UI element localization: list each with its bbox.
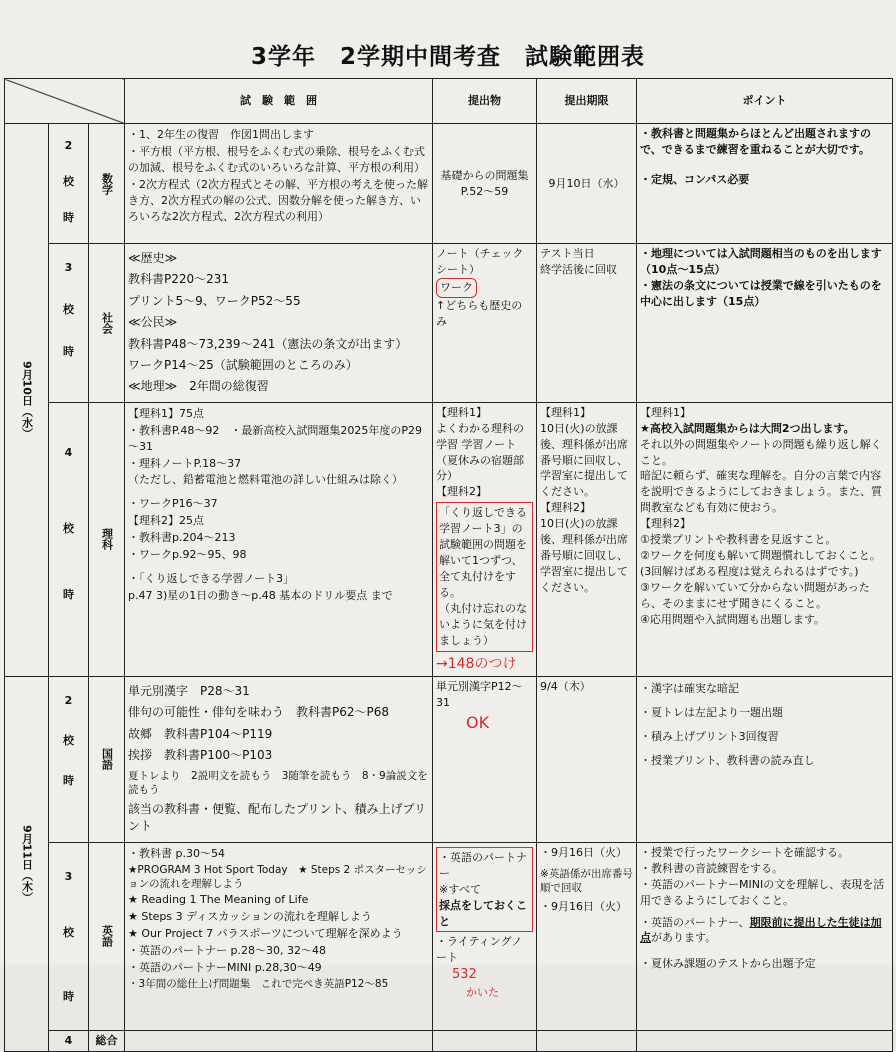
period-cell: 4 校 時 [49, 402, 89, 676]
point-general [637, 1030, 893, 1051]
deadline-japanese: 9/4（木） [537, 677, 637, 843]
period-cell: 2 校 時 [49, 124, 89, 244]
scope-general [125, 1030, 433, 1051]
table-row-japanese [5, 677, 893, 843]
point-science: 【理科1】 ★高校入試問題集からは大問2つ出します。 それ以外の問題集やノートの問題も繰り返し解くこと。 暗記に頼らず、確実な理解を。自分の言葉で内容を説明できるようにしておきましょう。また、質問教室なども有効に使おう。 【理科2】 ①授業プリントや教科書を見返すこと。 ②ワークを何度も解いて問題慣れしておくこと。(3回解けばある程度は覚えられるはずです。) ③ワークを解いていて分からない問題があったら、そのままにせず聞きにくること。 ④応用問題や入試問題も出題します。 [637, 402, 893, 676]
deadline-math: 9月10日（水） [537, 124, 637, 244]
page-title: 3学年 2学期中間考査 試験範囲表 [250, 44, 645, 70]
handwritten-kaita: かいた [466, 986, 500, 1000]
submit-english: ・英語のパートナー ※すべて 採点をしておくこと ・ライティングノート 532 かいた [433, 842, 537, 1030]
deadline-english: ・9月16日（火） ※英語係が出席番号順で回収 ・9月16日（火） [537, 842, 637, 1030]
submit-japanese: 単元別漢字P12～31 OK [433, 677, 537, 843]
deadline-social: テスト当日 終学活後に回収 [537, 244, 637, 403]
day-label-wed: 9月10日（水） [5, 124, 49, 677]
scope-social: ≪歴史≫ 教科書P220～231 プリント5～9、ワークP52～55 ≪公民≫ 教科書P48～73,239～241（憲法の条文が出ます） ワークP14～25（試験範囲のところのみ） ≪地理≫ 2年間の総復習 [125, 244, 433, 403]
subject-english: 英語 [89, 842, 125, 1030]
header-point: ポイント [637, 79, 893, 124]
table-row-social [5, 244, 893, 403]
period-cell: 3 校 時 [49, 842, 89, 1030]
table-row-english [5, 842, 893, 1030]
exam-scope-table [4, 78, 893, 1052]
subject-general: 総合 [89, 1030, 125, 1051]
deadline-general [537, 1030, 637, 1051]
scope-math: ・1、2年生の復習 作図1問出します ・平方根（平方根、根号をふくむ式の乗除、根号をふくむ式の加減、根号をふくむ式のいろいろな計算、平方根の利用） ・2次方程式（2次方程式とその解、平方根の考えを使った解き方、2次方程式の解の公式、因数分解を使った解き方、いろいろな2次方程式、2次方程式の利用） [125, 124, 433, 244]
table-row-general [5, 1030, 893, 1051]
subject-math: 数学 [89, 124, 125, 244]
scope-science: 【理科1】75点 ・教科書P.48～92 ・最新高校入試問題集2025年度のP29～31 ・理科ノートP.18～37 （ただし、鉛蓄電池と燃料電池の詳しい仕組みは除く） ・ワークP16～37 【理科2】25点 ・教科書p.204～213 ・ワークp.92～95、98 ・「くり返しできる学習ノート3」 p.47 3)星の1日の動き～p.48 基本のドリル要点 まで [125, 402, 433, 676]
subject-japanese: 国語 [89, 677, 125, 843]
deadline-science: 【理科1】 10日(火)の放課後、理科係が出席番号順に回収し、学習室に提出してください。 【理科2】 10日(火)の放課後、理科係が出席番号順に回収し、学習室に提出してください。 [537, 402, 637, 676]
handwritten-532: 532 [452, 967, 477, 983]
submit-science: 【理科1】 よくわかる理科の学習 学習ノート（夏休みの宿題部分） 【理科2】 「くり返しできる学習ノート3」の試験範囲の問題を解いて1つずつ、全て丸付けをする。 （丸付け忘れのないように気を付けましょう） →148のつけ [433, 402, 537, 676]
scope-english: ・教科書 p.30～54 ★PROGRAM 3 Hot Sport Today ★ Steps 2 ポスターセッションの流れを理解しよう ★ Reading 1 The Meaning of Life ★ Steps 3 ディスカッションの流れを理解しよう ★ Our Project 7 パラスポーツについて理解を深めよう ・英語のパートナー p.28～30, 32～48 ・英語のパートナーMINI p.28,30～49 ・3年間の総仕上げ問題集 これで完ぺき英語P12～85 [125, 842, 433, 1030]
submit-general [433, 1030, 537, 1051]
header-submit: 提出物 [433, 79, 537, 124]
header-diagonal-cell [5, 79, 125, 124]
header-scope: 試 験 範 囲 [125, 79, 433, 124]
point-math: ・教科書と問題集からほとんど出題されますので、できるまで練習を重ねることが大切です。 ・定規、コンパス必要 [637, 124, 893, 244]
period-cell: 2 校 時 [49, 677, 89, 843]
subject-social: 社会 [89, 244, 125, 403]
table-row-science [5, 402, 893, 676]
period-cell: 3 校 時 [49, 244, 89, 403]
point-japanese: ・漢字は確実な暗記 ・夏トレは左記より一題出題 ・積み上げプリント3回復習 ・授業プリント、教科書の読み直し [637, 677, 893, 843]
handwritten-note: →148のつけ [436, 655, 517, 672]
point-social: ・地理については入試問題相当のものを出します（10点～15点） ・憲法の条文については授業で線を引いたものを中心に出します（15点） [637, 244, 893, 403]
day-label-thu: 9月11日（木） [5, 677, 49, 1052]
handwritten-ok: OK [466, 712, 490, 732]
table-row-math [5, 124, 893, 244]
scope-japanese: 単元別漢字 P28～31 俳句の可能性・俳句を味わう 教科書P62～P68 故郷 教科書P104～P119 挨拶 教科書P100～P103 夏トレより 2説明文を読もう 3随筆を読もう 8・9論説文を読もう 該当の教科書・便覧、配布したプリント、積み上げプリント [125, 677, 433, 843]
submit-social: ノート（チェックシート） ワーク ↑どちらも歴史のみ [433, 244, 537, 403]
submit-math: 基礎からの問題集 P.52～59 [433, 124, 537, 244]
table-header-row [5, 79, 893, 124]
period-cell: 4 [49, 1030, 89, 1051]
header-deadline: 提出期限 [537, 79, 637, 124]
point-english: ・授業で行ったワークシートを確認する。 ・教科書の音読練習をする。 ・英語のパートナーMINIの文を理解し、表現を活用できるようにしておくこと。 ・英語のパートナー、期限前に提出した生徒は加点があります。 ・夏休み課題のテストから出題予定 [637, 842, 893, 1030]
subject-science: 理科 [89, 402, 125, 676]
